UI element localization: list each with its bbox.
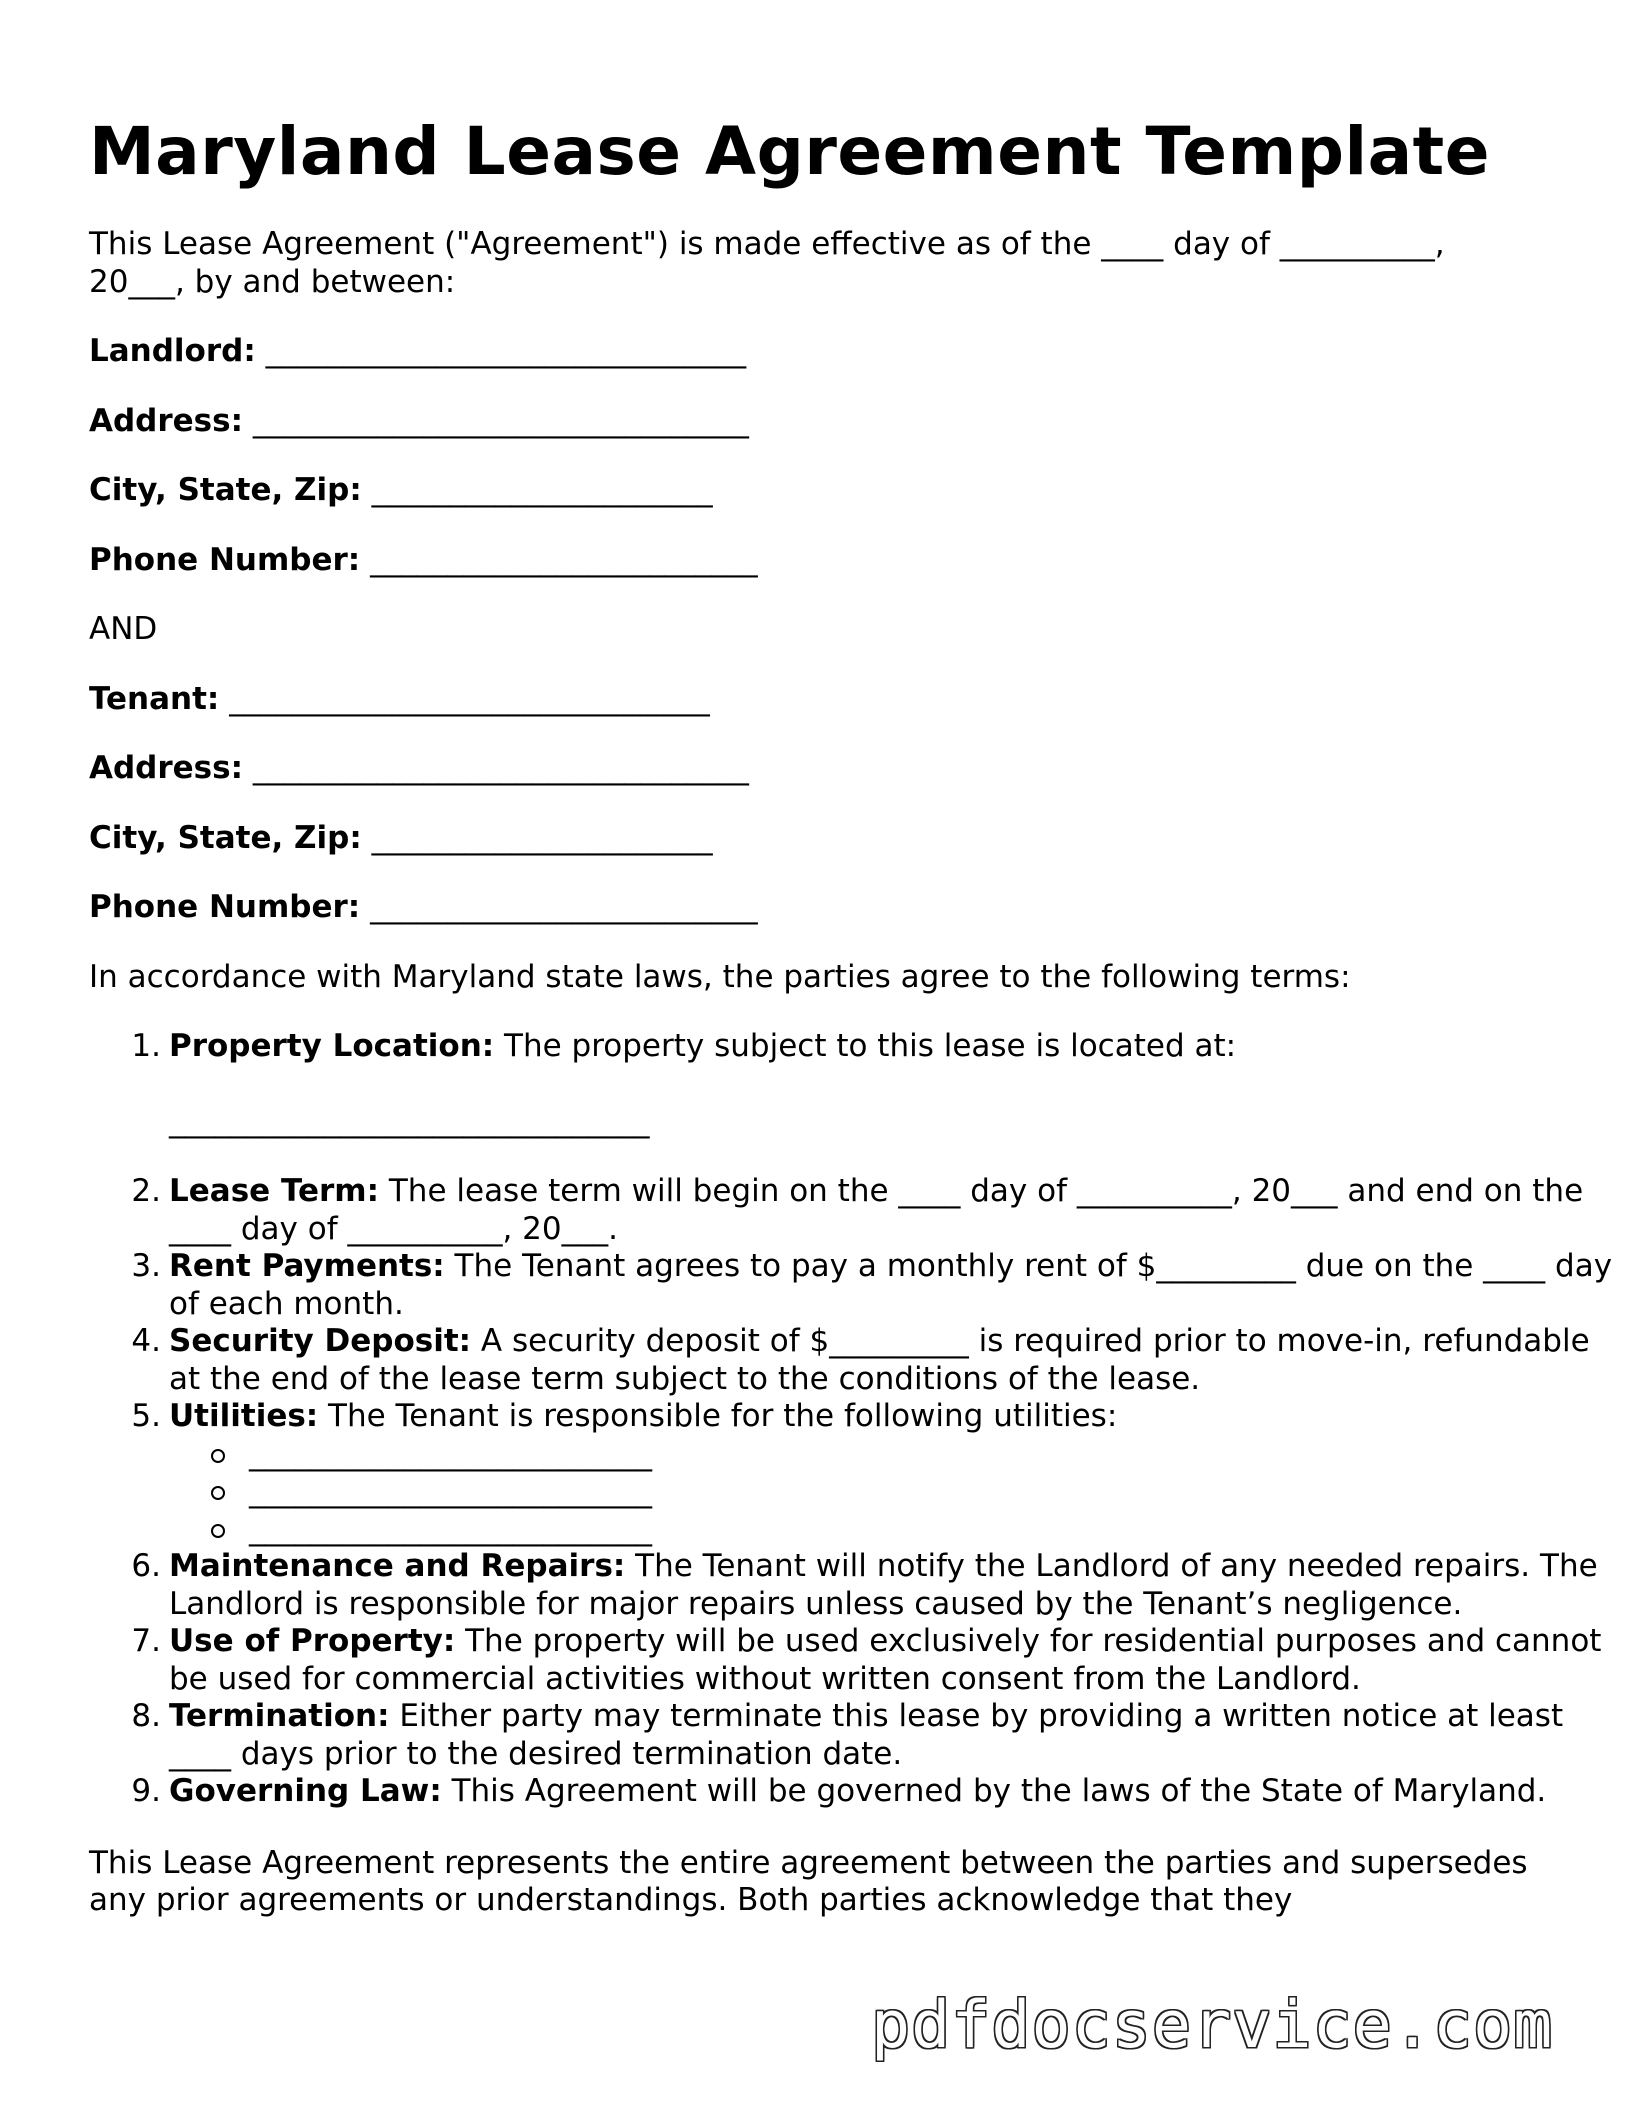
field-label: Phone Number:: [89, 541, 361, 578]
property-address-blank: _______________________________: [169, 1102, 650, 1139]
term-title: Lease Term:: [169, 1173, 380, 1209]
blank-line: ______________________: [371, 472, 713, 508]
term-number: 3.: [131, 1248, 161, 1284]
term-item-security-deposit: [89, 1323, 1614, 1398]
tenant-address-field: [89, 750, 1529, 788]
landlord-city-field: [89, 472, 1529, 510]
term-title: Rent Payments:: [169, 1248, 445, 1284]
term-title: Utilities:: [169, 1398, 319, 1434]
term-title: Property Location:: [169, 1028, 495, 1064]
term-title: Security Deposit:: [169, 1323, 472, 1359]
field-label: City, State, Zip:: [89, 819, 362, 856]
term-number: 5.: [131, 1398, 161, 1434]
term-text: This Agreement will be governed by the laws of the State of Maryland.: [441, 1773, 1547, 1809]
blank-line: ________________________________: [252, 402, 749, 439]
landlord-phone-field: [89, 542, 1529, 580]
intro-paragraph: This Lease Agreement ("Agreement") is made effective as of the ____ day of __________, 20___, by and between:: [89, 226, 1445, 300]
blank-line: _________________________: [370, 889, 758, 925]
utility-blank-item: [249, 1436, 1614, 1474]
utility-blank: __________________________: [249, 1510, 652, 1547]
field-label: Address:: [89, 402, 243, 439]
term-number: 7.: [131, 1623, 161, 1659]
term-number: 6.: [131, 1548, 161, 1584]
term-item-lease-term: [89, 1173, 1614, 1248]
term-item-maintenance: [89, 1548, 1614, 1623]
term-number: 8.: [131, 1698, 161, 1734]
term-item-termination: [89, 1698, 1614, 1773]
bullet-circle-icon: [211, 1449, 225, 1463]
term-item-governing-law: [89, 1773, 1614, 1811]
blank-line: _________________________: [370, 541, 758, 578]
term-number: 1.: [131, 1028, 161, 1064]
document-page: [89, 112, 1613, 1920]
term-item-use-of-property: [89, 1623, 1614, 1698]
document-title: Maryland Lease Agreement Template: [89, 113, 1490, 190]
term-item-property-location: [89, 1028, 1614, 1140]
field-label: Landlord:: [89, 333, 256, 369]
term-text: Either party may terminate this lease by providing a written notice at least ____ days prior to the desired termination date.: [169, 1698, 1564, 1772]
bullet-circle-icon: [211, 1486, 225, 1500]
landlord-name-field: [89, 333, 1529, 371]
utilities-sublist: [169, 1436, 1614, 1549]
landlord-address-field: [89, 403, 1529, 441]
term-number: 4.: [131, 1323, 161, 1359]
term-text: The Tenant agrees to pay a monthly rent of $_________ due on the ____ day of each month.: [169, 1248, 1613, 1322]
term-item-rent-payments: [89, 1248, 1614, 1323]
blank-line: _______________________________: [265, 333, 747, 369]
bullet-circle-icon: [211, 1524, 225, 1538]
field-label: Address:: [89, 750, 243, 786]
term-item-utilities: [89, 1398, 1614, 1548]
term-text: The Tenant is responsible for the following utilities:: [318, 1398, 1118, 1434]
term-text: The property subject to this lease is located at:: [494, 1028, 1237, 1064]
term-text: The property will be used exclusively for residential purposes and cannot be used for commercial activities without written consent from the Landlord.: [169, 1623, 1602, 1697]
utility-blank: __________________________: [249, 1473, 652, 1509]
term-title: Maintenance and Repairs:: [169, 1548, 626, 1584]
watermark: pdfdocservice.com: [871, 1988, 1554, 2063]
term-number: 2.: [131, 1173, 161, 1209]
blank-line: _______________________________: [229, 680, 710, 717]
term-title: Use of Property:: [169, 1623, 456, 1659]
blank-line: ________________________________: [252, 750, 749, 786]
term-text: The Tenant will notify the Landlord of any needed repairs. The Landlord is responsible for major repairs unless caused by the Tenant’s negligence.: [169, 1548, 1598, 1622]
tenant-name-field: [89, 681, 1529, 719]
term-title: Governing Law:: [169, 1773, 442, 1809]
closing-paragraph: This Lease Agreement represents the entire agreement between the parties and supersedes any prior agreements or understandings. Both parties acknowledge that they: [89, 1844, 1528, 1918]
and-separator: AND: [89, 611, 158, 647]
tenant-phone-field: [89, 889, 1529, 927]
term-title: Termination:: [169, 1698, 390, 1734]
utility-blank-item: [249, 1473, 1614, 1511]
blank-line: ______________________: [371, 819, 713, 856]
tenant-city-field: [89, 820, 1529, 858]
terms-list: [89, 1028, 1613, 1811]
utility-blank-item: [249, 1511, 1614, 1549]
utility-blank: __________________________: [249, 1435, 652, 1472]
field-label: City, State, Zip:: [89, 472, 362, 508]
term-number: 9.: [131, 1773, 161, 1809]
term-text: The lease term will begin on the ____ day of __________, 20___ and end on the ____ day of __________, 20___.: [169, 1173, 1584, 1247]
term-text: A security deposit of $_________ is required prior to move-in, refundable at the end of the lease term subject to the conditions of the lease.: [169, 1323, 1590, 1397]
field-label: Phone Number:: [89, 889, 361, 925]
field-label: Tenant:: [89, 680, 220, 717]
accordance-paragraph: In accordance with Maryland state laws, the parties agree to the following terms:: [89, 958, 1351, 995]
